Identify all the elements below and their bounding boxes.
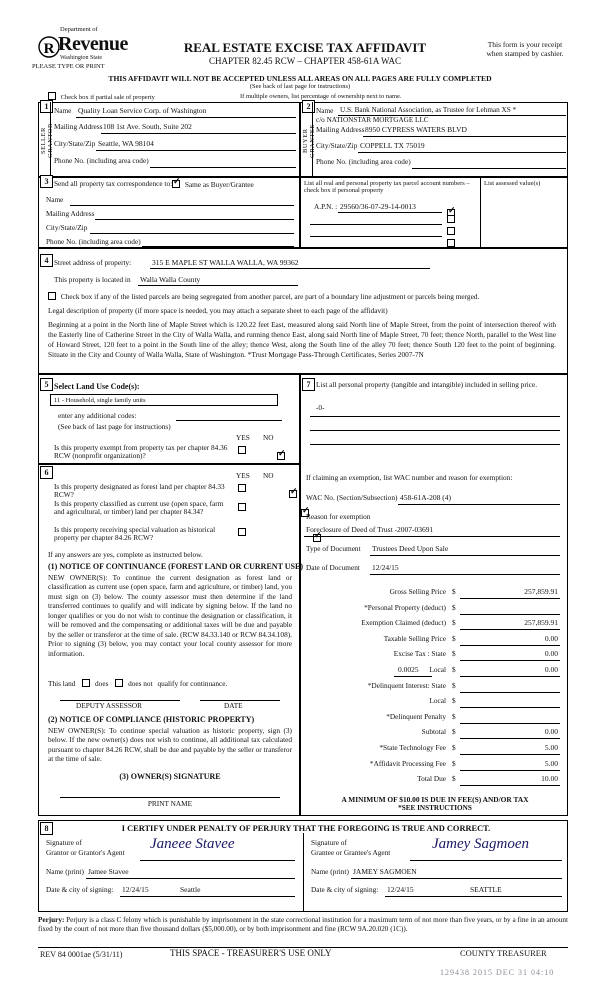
grantee-signature[interactable]: Jamey Sagmoen	[432, 836, 530, 852]
certify-statement: I CERTIFY UNDER PENALTY OF PERJURY THAT THE FOREGOING IS TRUE AND CORRECT.	[121, 824, 491, 833]
apn-label: A.P.N. :	[314, 202, 338, 211]
section-8-number: 8	[40, 822, 53, 835]
amount-currency-symbol: $	[452, 774, 456, 784]
amount-value[interactable]: 257,859.91	[524, 618, 558, 628]
forest-no-checkbox[interactable]	[289, 490, 297, 498]
amount-currency-symbol: $	[452, 727, 456, 737]
doc-type-value[interactable]: Trustees Deed Upon Sale	[372, 544, 449, 553]
notice-2-lead: NEW OWNER(S): To continue special valuation as historic property, sign (3) below. If the new owner(s) does not wish to continue, all additional tax calculated pursuant to chapter 84.26 RCW, shall be due and payable by the seller or transferor at the time of sale.	[48, 726, 292, 764]
seller-citystatezip-value[interactable]: Seattle, WA 98104	[98, 139, 154, 148]
seller-mailing-label: Mailing Address	[54, 122, 103, 131]
deputy-assessor-label: DEPUTY ASSESSOR	[76, 701, 143, 710]
seller-name-label: Name	[54, 106, 72, 115]
segregated-checkbox[interactable]	[48, 292, 56, 300]
grantor-sig-label-1: Signature of	[46, 838, 82, 847]
seller-phone-label: Phone No. (including area code)	[54, 156, 149, 165]
historic-yes-checkbox[interactable]	[238, 528, 246, 536]
section-7-number: 7	[302, 378, 315, 391]
grantor-sig-label-2: Grantor or Grantor's Agent	[46, 848, 125, 857]
corr-citystatezip-label: City/State/Zip	[46, 223, 88, 232]
amount-label: Excise Tax : State	[393, 649, 446, 659]
notice-2-body	[48, 726, 292, 764]
same-as-buyer-row[interactable]: ✓ Same as Buyer/Grantee	[172, 180, 254, 189]
page-subtitle: CHAPTER 82.45 RCW – CHAPTER 458-61A WAC	[209, 56, 401, 66]
seller-citystatezip-label: City/State/Zip	[54, 139, 96, 148]
buyer-name-value-2[interactable]: c/o NATIONSTAR MORTGAGE LLC	[316, 116, 429, 124]
grantor-date-value[interactable]: 12/24/15	[122, 885, 149, 894]
section-5-number: 5	[40, 378, 53, 391]
page-title: REAL ESTATE EXCISE TAX AFFIDAVIT	[183, 40, 427, 55]
additional-codes-label: enter any additional codes:	[58, 411, 137, 420]
amount-label: *Delinquent Interest: State	[367, 680, 446, 690]
this-land-row[interactable]: This land does does not qualify for continuance.	[48, 679, 228, 688]
notice-3-title: (3) OWNER(S) SIGNATURE	[119, 772, 221, 781]
buyer-name-label: Name	[316, 106, 334, 115]
s6-yes-label: YES	[236, 471, 250, 480]
grantor-city-value[interactable]: Seattle	[180, 885, 201, 894]
see-back-note: (See back of last page for instructions)	[249, 83, 351, 90]
notice-1-title: (1) NOTICE OF CONTINUANCE (FOREST LAND OR CURRENT USE)	[48, 562, 303, 571]
grantor-signature[interactable]: Janeee Stavee	[150, 836, 235, 852]
amount-value[interactable]: 0.00	[544, 727, 558, 737]
amount-value[interactable]: 10.00	[541, 774, 558, 784]
see-instructions-note: *SEE INSTRUCTIONS	[398, 804, 472, 812]
historic-question: Is this property receiving special valuation as historical property per chapter 84.26 RCW?	[54, 525, 216, 543]
seller-mailing-value[interactable]: 108 1st Ave. South, Suite 202	[103, 122, 192, 131]
multiple-owners-note: If multiple owners, list percentage of ownership next to name.	[240, 93, 402, 100]
assessed-header: List assessed value(s)	[484, 180, 541, 187]
amount-label: Exemption Claimed (deduct)	[361, 618, 446, 628]
amount-currency-symbol: $	[452, 633, 456, 643]
perjury-note	[38, 916, 568, 935]
amount-value[interactable]: 0.00	[544, 633, 558, 643]
current-use-yes-checkbox[interactable]	[238, 503, 246, 511]
forest-land-question: Is this property designated as forest land per chapter 84.33 RCW?	[54, 482, 225, 500]
doc-date-label: Date of Document	[306, 563, 360, 572]
corr-mailing-label: Mailing Address	[46, 209, 95, 218]
segregated-row[interactable]: Check box if any of the listed parcels are being segregated from another parcel, are part of a boundary line adjustment or parcels being merged.	[48, 292, 548, 301]
grantor-date-label: Date & city of signing:	[46, 885, 114, 894]
s5-yes-label: YES	[236, 433, 250, 442]
forest-yes-checkbox[interactable]	[238, 484, 246, 492]
dept-line1: Department of	[60, 26, 98, 33]
amount-label: Subtotal	[421, 727, 446, 737]
amount-value[interactable]: 257,859.91	[524, 587, 558, 596]
seller-side-label: SELLER GRANTOR	[40, 123, 54, 159]
s5-no-label: NO	[263, 433, 274, 442]
amount-currency-symbol: $	[452, 602, 456, 612]
wac-value[interactable]: 458-61A-208 (4)	[400, 493, 452, 502]
section-3-label: Send all property tax correspondence to:	[54, 179, 173, 188]
legal-description-label: Legal description of property (if more space is needed, you may attach a separate sheet to each page of the affidavit)	[48, 306, 388, 315]
amount-currency-symbol: $	[452, 649, 456, 659]
dor-logo	[38, 26, 158, 61]
street-address-label: Street address of property:	[54, 258, 132, 267]
parcel-header: List all real and personal property tax parcel account numbers – check box if personal property	[304, 180, 470, 194]
grantor-name-label: Name (print)	[46, 867, 84, 876]
treasurer-space-label: THIS SPACE - TREASURER'S USE ONLY	[170, 948, 332, 958]
partial-sale-checkbox[interactable]	[48, 92, 56, 100]
amount-label: Total Due	[417, 774, 446, 784]
amount-currency-symbol: $	[452, 711, 456, 721]
section-5-see-back: (See back of last page for instructions)	[58, 422, 171, 431]
if-any-answers-note: If any answers are yes, complete as instructed below.	[48, 550, 203, 559]
doc-type-label: Type of Document	[306, 544, 361, 553]
notice-2-title: (2) NOTICE OF COMPLIANCE (HISTORIC PROPERTY)	[48, 715, 255, 724]
grantee-city-value[interactable]: SEATTLE	[470, 885, 502, 894]
amount-currency-symbol: $	[452, 743, 456, 752]
buyer-mailing-value[interactable]: 8950 CYPRESS WATERS BLVD	[365, 125, 467, 134]
street-address-value[interactable]: 315 E MAPLE ST WALLA WALLA, WA 99362	[152, 258, 299, 267]
doc-date-value[interactable]: 12/24/15	[372, 563, 399, 572]
amount-currency-symbol: $	[452, 696, 456, 706]
reason-value[interactable]: Foreclosure of Deed of Trust -2007-03691	[306, 525, 434, 534]
land-use-code-value: 11 - Household, single family units	[54, 397, 146, 404]
amount-label: *Delinquent Penalty	[386, 711, 446, 721]
amount-value[interactable]: 5.00	[544, 758, 558, 768]
receipt-note: This form is your receipt when stamped by cashier.	[486, 40, 564, 58]
does-not-qualify-checkbox[interactable]	[115, 679, 123, 687]
does-qualify-checkbox[interactable]	[82, 679, 90, 687]
svg-text:R: R	[43, 41, 55, 57]
personal-property-value[interactable]: -0-	[316, 403, 325, 412]
county-treasurer-label: COUNTY TREASURER	[460, 948, 547, 958]
current-use-question: Is this property classified as current use (open space, farm and agricultural, or timber) land per chapter 84.34?	[54, 499, 224, 517]
parcel-personal-checkbox-4[interactable]	[447, 239, 455, 247]
exempt-yes-checkbox[interactable]	[238, 446, 246, 454]
same-as-buyer-checkbox[interactable]	[172, 180, 180, 188]
s6-no-label: NO	[263, 471, 274, 480]
reason-label: Reason for exemption	[306, 512, 371, 521]
assessor-date-label: DATE	[224, 701, 243, 710]
local-rate-value[interactable]: 0.0025	[398, 665, 419, 674]
exemption-claim-label: If claiming an exemption, list WAC number and reason for exemption:	[306, 473, 513, 482]
grantee-name-value[interactable]: JAMEY SAGMOEN	[353, 867, 417, 876]
buyer-name-value[interactable]: U.S. Bank National Association, as Trustee for Lehman XS *	[340, 106, 517, 114]
amount-currency-symbol: $	[452, 680, 456, 690]
amount-value[interactable]: 0.00	[544, 649, 558, 659]
revenue-word: Revenue	[58, 33, 128, 55]
buyer-side-label: BUYER GRANTEE	[302, 124, 316, 158]
personal-property-label: List all personal property (tangible and intangible) included in selling price.	[316, 380, 538, 389]
partial-sale-row[interactable]: Check box if partial sale of property	[48, 92, 155, 101]
perjury-text: Perjury is a class C felony which is punishable by imprisonment in the state correctional institution for a maximum term of not more than five years, or by a fine in an amount fixed by the court of not more than five thousand dollars ($5,000.00), or by both imprisonment and fine (RCW 9A.20.020 (1C)).	[38, 916, 569, 934]
section-1-number: 1	[40, 100, 53, 113]
exempt-no-checkbox[interactable]	[277, 452, 285, 460]
amount-label: *State Technology Fee	[379, 743, 446, 752]
located-value[interactable]: Walla Walla County	[140, 275, 201, 284]
amount-label: Taxable Selling Price	[383, 633, 446, 643]
section-3-number: 3	[40, 175, 53, 188]
grantee-name-label: Name (print)	[311, 867, 349, 876]
dept-line3: Washington State	[60, 55, 103, 61]
amount-currency-symbol: $	[452, 758, 456, 768]
seller-name-value[interactable]: Quality Loan Service Corp. of Washington	[78, 106, 207, 115]
buyer-phone-label: Phone No. (including area code)	[316, 157, 411, 166]
grantee-date-value[interactable]: 12/24/15	[387, 885, 414, 894]
buyer-mailing-label: Mailing Address	[316, 125, 365, 134]
legal-description-text: Beginning at a point in the North line of Maple Street which is 120.22 feet East, measured along said North line of Maple Street, from the point of intersection thereof with the Easterly line of Catherine Street in the City of Walla Walla, and running thence East, along said North line of Maple Street, 70 feet; thence North, parallel to the West line of Howard Street, 120 feet to a point in the South line of the alley; thence West, along the South line of the alley 70 feet; thence South 120 feet to the point of beginning. Situate in the City and County of Walla Walla, State of Washington. *Trust Mortgage Pass-Through Certificates, Series 2007-7N	[48, 320, 556, 359]
grantee-sig-label-1: Signature of	[311, 838, 347, 847]
located-label: This property is located in	[54, 275, 131, 284]
treasurer-stamp: 129438 2015 DEC 31 04:10	[440, 968, 555, 977]
amount-value[interactable]: 0.00	[544, 665, 558, 674]
parcel-personal-checkbox-3[interactable]	[447, 227, 455, 235]
amount-label: Gross Selling Price	[389, 587, 446, 596]
rev-number: REV 84 0001ae (5/31/11)	[40, 950, 123, 959]
parcel-personal-checkbox-2[interactable]	[447, 215, 455, 223]
amount-currency-symbol: $	[452, 587, 456, 596]
grantee-sig-label-2: Grantee or Grantee's Agent	[311, 848, 391, 857]
please-type-label: PLEASE TYPE OR PRINT	[32, 63, 105, 70]
buyer-citystatezip-label: City/State/Zip	[316, 141, 358, 150]
apn-value[interactable]: 29560/36-07-29-14-0013	[340, 202, 416, 211]
grantee-date-label: Date & city of signing:	[311, 885, 379, 894]
amount-currency-symbol: $	[452, 665, 456, 674]
owner-print-name-label: PRINT NAME	[147, 799, 193, 808]
corr-phone-label: Phone No. (including area code)	[46, 237, 141, 246]
section-2-number: 2	[302, 100, 315, 113]
minimum-due-note: A MINIMUM OF $10.00 IS DUE IN FEE(S) AND/OR TAX	[341, 795, 529, 804]
buyer-citystatezip-value[interactable]: COPPELL TX 75019	[360, 141, 425, 150]
section-4-number: 4	[40, 254, 53, 267]
exempt-question: Is this property exempt from property tax per chapter 84.36 RCW (nonprofit organization)?	[54, 443, 228, 461]
corr-name-label: Name	[46, 195, 64, 204]
section-6-number: 6	[40, 466, 53, 479]
wac-label: WAC No. (Section/Subsection)	[306, 493, 398, 502]
amount-label: *Affidavit Processing Fee	[369, 758, 446, 768]
grantor-name-value[interactable]: Jamee Stavee	[88, 867, 129, 876]
warning-text: THIS AFFIDAVIT WILL NOT BE ACCEPTED UNLESS ALL AREAS ON ALL PAGES ARE FULLY COMPLETED	[108, 74, 492, 83]
notice-1-body: NEW OWNER(S): To continue the current designation as forest land or classification as current use (open space, farm and agriculture, or timber) land, you must sign on (3) below. The county assessor must then determine if the land transferred continues to qualify and will indicate by signing below. If the land no longer qualifies or you do not wish to continue the designation or classification, it will be removed and the compensating or additional taxes will be due and payable by the seller or transferor at the time of sale. (RCW 84.33.140 or RCW 84.34.108). Prior to signing (3) below, you may contact your local county assessor for more information.	[48, 573, 292, 658]
perjury-label: Perjury:	[38, 916, 65, 924]
amount-label: *Personal Property (deduct)	[364, 602, 446, 612]
amount-value[interactable]: 5.00	[544, 743, 558, 752]
amount-currency-symbol: $	[452, 618, 456, 628]
revenue-mark	[38, 31, 60, 61]
amount-label: Local	[429, 665, 446, 674]
land-use-title: Select Land Use Code(s):	[54, 382, 140, 391]
amount-label: Local	[429, 696, 446, 706]
